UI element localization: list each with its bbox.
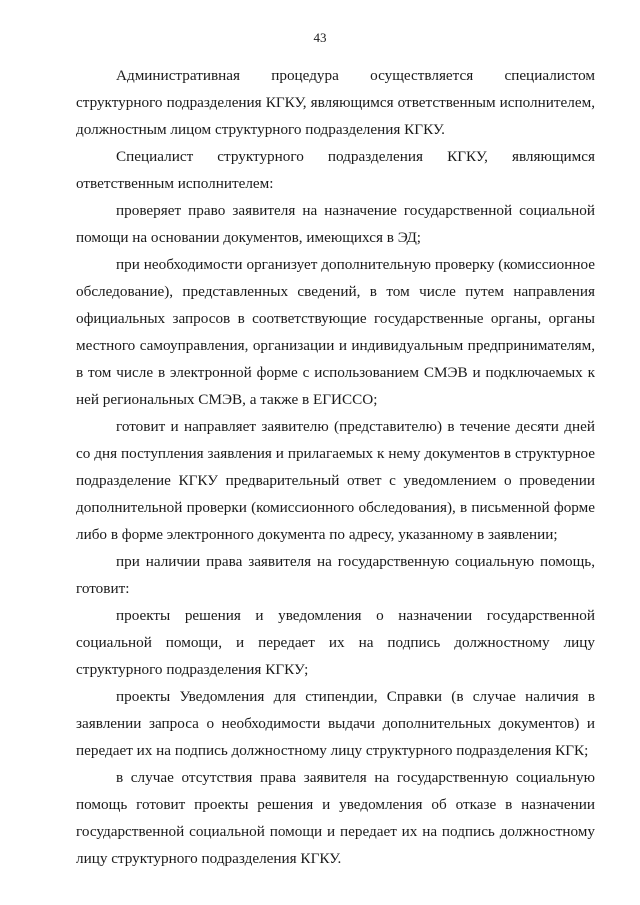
paragraph-draft-notice: проекты Уведомления для стипендии, Справки (в случае наличия в заявлении запроса о необходимости выдачи дополнительных документов) и передает их на подпись должностному лицу структурного подразделения КГК; — [76, 688, 595, 759]
paragraph-specialist: Специалист структурного подразделения КГКУ, являющимся ответственным исполнителем: — [76, 148, 595, 192]
paragraph-additional-check: при необходимости организует дополнительную проверку (комиссионное обследование), представленных сведений, в том числе путем направления официальных запросов в соответствующие государственные органы, органы местного самоуправления, организации и индивидуальным предпринимателям, в том числе в электронной форме с использованием СМЭВ и подключаемых к ней региональных СМЭВ, а также в ЕГИССО; — [76, 256, 595, 408]
page-number: 43 — [313, 30, 327, 45]
paragraph-procedure: Административная процедура осуществляется специалистом структурного подразделения КГКУ, являющимся ответственным исполнителем, должностным лицом структурного подразделения КГКУ. — [76, 67, 595, 138]
document-body — [76, 62, 595, 872]
paragraph-draft-decision: проекты решения и уведомления о назначении государственной социальной помощи, и передает их на подпись должностному лицу структурного подразделения КГКУ; — [76, 607, 595, 678]
paragraph-check-right: проверяет право заявителя на назначение государственной социальной помощи на основании документов, имеющихся в ЭД; — [76, 202, 595, 246]
paragraph-refusal: в случае отсутствия права заявителя на государственную социальную помощь готовит проекты решения и уведомления об отказе в назначении государственной социальной помощи и передает их на подпись должностному лицу структурного подразделения КГКУ. — [76, 769, 595, 867]
paragraph-prepare-answer: готовит и направляет заявителю (представителю) в течение десяти дней со дня поступления заявления и прилагаемых к нему документов в структурное подразделение КГКУ предварительный ответ с уведомлением о проведении дополнительной проверки (комиссионного обследования), в письменной форме либо в форме электронного документа по адресу, указанному в заявлении; — [76, 418, 595, 543]
paragraph-if-right: при наличии права заявителя на государственную социальную помощь, готовит: — [76, 553, 595, 597]
